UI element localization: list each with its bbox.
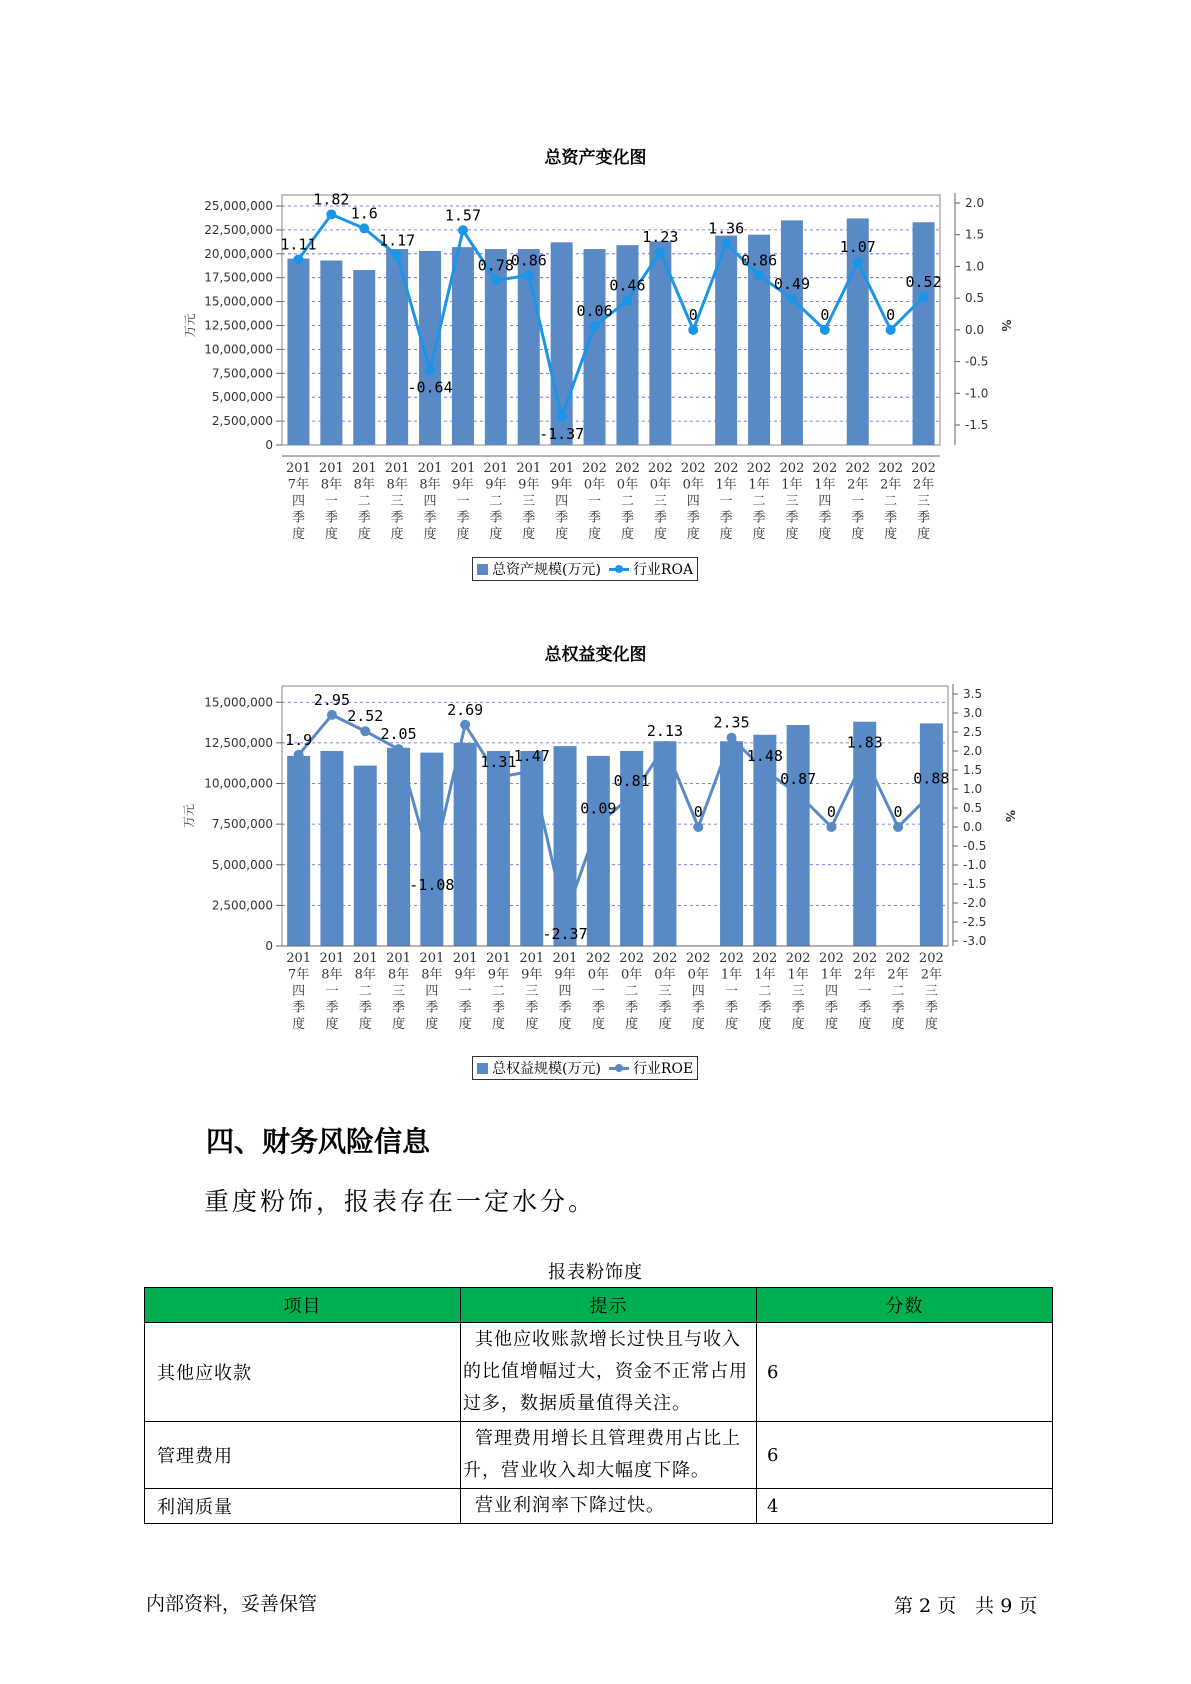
- x-tick-label: 201 8年二季度: [351, 461, 377, 542]
- assets-chart-legend: [472, 557, 698, 581]
- score-cell: 6: [757, 1323, 1053, 1422]
- bar: [354, 766, 377, 946]
- equity-chart-legend: [472, 1056, 698, 1080]
- data-label: 1.36: [708, 219, 745, 238]
- hint-cell: [461, 1489, 757, 1524]
- data-label: 0.78: [477, 256, 514, 275]
- x-tick-label: 201 8年四季度: [417, 461, 443, 542]
- y-tick-label: 7,500,000: [211, 817, 273, 832]
- data-label: 1.9: [285, 730, 313, 749]
- data-label: 2.95: [313, 690, 351, 709]
- line-point: [721, 239, 731, 249]
- footer-confidential: 内部资料，妥善保管: [146, 1593, 318, 1615]
- score-cell: 4: [757, 1489, 1053, 1524]
- y2-tick-label: 0.0: [965, 322, 985, 337]
- bar: [320, 260, 342, 445]
- y2-tick-label: 2.0: [963, 744, 983, 758]
- x-tick-label: 202 2年一季度: [845, 461, 871, 542]
- legend-bar-swatch: [477, 1063, 488, 1074]
- bar: [913, 222, 935, 445]
- line-point: [527, 766, 537, 776]
- y-axis-title: 万元: [183, 313, 197, 338]
- line-point: [787, 294, 797, 304]
- data-label: 2.52: [347, 707, 384, 726]
- data-label: 1.11: [280, 235, 317, 254]
- y-tick-label: 15,000,000: [204, 294, 273, 309]
- line-point: [493, 772, 503, 782]
- data-label: 1.57: [444, 206, 482, 225]
- data-label: -2.37: [542, 925, 588, 944]
- data-label: 1.48: [746, 746, 783, 765]
- data-label: 1.6: [350, 204, 378, 223]
- x-tick-label: 202 1年二季度: [746, 461, 772, 542]
- y-tick-label: 5,000,000: [211, 857, 273, 872]
- line-point: [392, 251, 402, 261]
- line-point: [560, 912, 570, 922]
- y2-tick-label: 2.0: [965, 196, 985, 210]
- line-point: [919, 292, 929, 302]
- data-label: -1.37: [539, 424, 585, 443]
- y-tick-label: 25,000,000: [204, 199, 273, 213]
- data-label: 0.09: [580, 799, 617, 818]
- table-row: [145, 1323, 1053, 1422]
- x-tick-label: 201 8年一季度: [319, 951, 345, 1032]
- hint-line: 营业利润率下降过快。: [475, 1495, 665, 1516]
- line-point: [826, 822, 836, 832]
- column-header-score: 分数: [757, 1288, 1053, 1323]
- data-label: 0: [693, 803, 703, 821]
- y2-tick-label: 3.5: [963, 687, 983, 701]
- data-label: -1.08: [409, 876, 455, 895]
- x-tick-label: 202 0年一季度: [582, 461, 607, 542]
- line-point: [760, 766, 770, 776]
- data-label: 0.52: [905, 272, 942, 291]
- y-tick-label: 5,000,000: [211, 390, 273, 405]
- line-point: [893, 822, 903, 832]
- legend-line-swatch: [609, 1067, 629, 1070]
- line-point: [425, 365, 435, 375]
- x-tick-label: 201 9年一季度: [452, 951, 478, 1032]
- data-label: 1.83: [846, 733, 883, 752]
- x-tick-label: 201 9年四季度: [552, 951, 578, 1032]
- x-tick-label: 202 1年三季度: [785, 951, 811, 1032]
- legend-bar-label: 总资产规模(万元): [492, 562, 601, 578]
- y2-tick-label: -3.0: [963, 934, 987, 948]
- x-tick-label: 201 8年一季度: [318, 461, 344, 542]
- line-point: [727, 733, 737, 743]
- y-tick-label: 17,500,000: [204, 270, 273, 285]
- y-tick-label: 22,500,000: [204, 222, 273, 237]
- item-cell: 管理费用: [145, 1422, 461, 1489]
- bar: [287, 259, 309, 445]
- y-tick-label: 20,000,000: [204, 246, 273, 261]
- legend-bar-label: 总权益规模(万元): [492, 1061, 601, 1077]
- bar: [287, 756, 310, 946]
- data-label: 0.86: [740, 251, 778, 270]
- y-tick-label: 10,000,000: [204, 342, 273, 357]
- y2-tick-label: 2.5: [963, 725, 983, 739]
- x-tick-label: 202 0年一季度: [585, 951, 611, 1032]
- bar: [520, 751, 543, 946]
- x-tick-label: 202 1年四季度: [812, 461, 838, 542]
- y2-tick-label: -1.0: [965, 386, 989, 401]
- data-label: 0.06: [576, 302, 613, 321]
- data-label: 0: [688, 305, 698, 324]
- line-point: [524, 270, 534, 280]
- column-header-item: 项目: [145, 1288, 461, 1323]
- data-label: 0: [893, 803, 903, 821]
- x-tick-label: 201 9年三季度: [516, 461, 542, 542]
- y-tick-label: 10,000,000: [204, 776, 273, 791]
- x-tick-label: 202 0年四季度: [685, 951, 711, 1032]
- hint-line: 过多，数据质量值得关注。: [463, 1393, 691, 1414]
- section-text: 重度粉饰，报表存在一定水分。: [204, 1187, 597, 1216]
- line-point: [886, 325, 896, 335]
- x-tick-label: 201 9年二季度: [483, 461, 509, 542]
- y2-tick-label: 1.0: [965, 259, 985, 274]
- line-point: [557, 412, 567, 422]
- y-tick-label: 2,500,000: [211, 414, 273, 429]
- line-point: [926, 789, 936, 799]
- x-tick-label: 201 9年三季度: [519, 951, 545, 1032]
- x-tick-label: 202 2年三季度: [911, 461, 936, 542]
- line-point: [294, 750, 304, 760]
- line-point: [491, 275, 501, 285]
- line-point: [655, 247, 665, 257]
- y2-tick-label: 1.0: [963, 782, 983, 796]
- x-tick-label: 202 0年三季度: [652, 951, 678, 1032]
- x-tick-label: 202 1年三季度: [779, 461, 805, 542]
- data-label: 0: [820, 305, 830, 324]
- line-point: [593, 819, 603, 829]
- x-tick-label: 202 2年二季度: [878, 461, 904, 542]
- chart-title-equity: 总权益变化图: [544, 645, 647, 665]
- line-point: [627, 791, 637, 801]
- data-label: 1.17: [379, 231, 416, 250]
- x-tick-label: 202 1年一季度: [713, 461, 739, 542]
- y-tick-label: 15,000,000: [204, 695, 273, 710]
- hint-cell: [461, 1422, 757, 1489]
- footer-page-number: 第 2 页 共 9 页: [894, 1595, 1038, 1617]
- item-cell: 其他应收款: [145, 1323, 461, 1422]
- x-tick-label: 202 0年三季度: [647, 461, 673, 542]
- line-point: [293, 254, 303, 264]
- hint-line: 管理费用增长且管理费用占比上: [475, 1428, 741, 1449]
- x-tick-label: 201 9年一季度: [450, 461, 476, 542]
- bar: [920, 723, 943, 946]
- x-tick-label: 201 9年二季度: [486, 951, 511, 1032]
- data-label: 0.86: [510, 251, 547, 270]
- data-label: 0: [826, 803, 836, 821]
- data-label: 1.47: [513, 747, 550, 766]
- line-point: [793, 789, 803, 799]
- x-tick-label: 202 1年四季度: [819, 951, 844, 1032]
- line-point: [327, 710, 337, 720]
- hint-line: 升，营业收入却大幅度下降。: [463, 1460, 710, 1481]
- y2-tick-label: -1.0: [963, 858, 987, 872]
- risk-table: [144, 1287, 1053, 1524]
- y2-tick-label: -1.5: [963, 877, 987, 891]
- line-point: [427, 863, 437, 873]
- y-tick-label: 12,500,000: [204, 318, 273, 333]
- y2-tick-label: 0.0: [963, 820, 983, 834]
- bar: [787, 725, 810, 946]
- line-point: [820, 325, 830, 335]
- x-tick-label: 202 0年四季度: [680, 461, 706, 542]
- legend-bar-swatch: [477, 564, 488, 575]
- x-tick-label: 202 2年二季度: [885, 951, 911, 1032]
- data-label: 1.82: [313, 190, 350, 209]
- data-label: 1.31: [480, 753, 517, 772]
- data-label: 0.81: [613, 772, 650, 791]
- y-tick-label: 2,500,000: [211, 898, 273, 913]
- table-row: [145, 1422, 1053, 1489]
- x-tick-label: 201 8年四季度: [419, 951, 445, 1032]
- x-tick-label: 202 0年二季度: [615, 461, 640, 542]
- legend-line-label: 行业ROE: [632, 1061, 694, 1077]
- line-point: [754, 270, 764, 280]
- bar: [720, 741, 743, 946]
- line-point: [590, 321, 600, 331]
- y2-axis-title: %: [999, 319, 1013, 332]
- line-point: [688, 325, 698, 335]
- line-point: [458, 225, 468, 235]
- line-point: [860, 752, 870, 762]
- line-point: [460, 720, 470, 730]
- line-point: [326, 209, 336, 219]
- x-tick-label: 202 2年三季度: [918, 951, 944, 1032]
- x-tick-label: 202 1年二季度: [752, 951, 778, 1032]
- x-tick-label: 201 9年四季度: [549, 461, 575, 542]
- legend-line-label: 行业ROA: [632, 562, 694, 578]
- chart-title-assets: 总资产变化图: [544, 148, 647, 168]
- bar: [320, 751, 343, 946]
- table-row: [145, 1489, 1053, 1524]
- table-caption: 报表粉饰度: [548, 1262, 643, 1283]
- score-cell: 6: [757, 1422, 1053, 1489]
- y-tick-label: 0: [265, 438, 273, 452]
- y2-tick-label: 0.5: [965, 291, 985, 306]
- data-label: 1.23: [642, 227, 679, 246]
- data-label: 0.87: [780, 769, 817, 788]
- table-header-row: [145, 1288, 1053, 1323]
- bar: [420, 753, 443, 946]
- hint-cell: [461, 1323, 757, 1422]
- y2-tick-label: 1.5: [963, 763, 983, 777]
- line-point: [660, 741, 670, 751]
- line-point: [622, 296, 632, 306]
- x-tick-label: 201 7年四季度: [286, 461, 311, 542]
- y2-tick-label: 3.0: [963, 706, 983, 720]
- x-tick-label: 201 8年二季度: [352, 951, 378, 1032]
- y-tick-label: 0: [265, 939, 273, 953]
- data-label: 2.69: [447, 700, 484, 719]
- y2-tick-label: 1.5: [965, 227, 985, 242]
- section-heading: 四、财务风险信息: [206, 1125, 431, 1158]
- y-tick-label: 12,500,000: [204, 735, 273, 750]
- data-label: 0.46: [609, 276, 646, 295]
- bar: [781, 220, 803, 445]
- bar: [452, 247, 474, 445]
- hint-line: 其他应收账款增长过快且与收入: [475, 1329, 741, 1350]
- line-point: [359, 223, 369, 233]
- bar: [616, 245, 638, 445]
- y2-tick-label: -0.5: [965, 354, 989, 369]
- y2-tick-label: -2.5: [963, 915, 987, 929]
- x-tick-label: 202 1年一季度: [719, 951, 744, 1032]
- bar: [454, 743, 477, 946]
- equity-chart: [0, 678, 1191, 1098]
- x-tick-label: 201 8年三季度: [384, 461, 410, 542]
- hint-line: 的比值增幅过大，资金不正常占用: [463, 1361, 748, 1382]
- x-tick-label: 202 0年二季度: [619, 951, 645, 1032]
- data-label: 0: [886, 305, 896, 324]
- data-label: 1.07: [839, 237, 876, 256]
- line-point: [360, 726, 370, 736]
- y-tick-label: 7,500,000: [211, 366, 273, 381]
- legend-line-swatch: [609, 568, 629, 571]
- data-label: -0.64: [407, 378, 453, 397]
- data-label: 2.05: [380, 725, 417, 744]
- line-point: [693, 822, 703, 832]
- bar: [653, 741, 676, 946]
- data-label: 0.49: [773, 274, 811, 293]
- y2-tick-label: -2.0: [963, 896, 987, 910]
- column-header-hint: 提示: [461, 1288, 757, 1323]
- data-label: 2.13: [646, 722, 684, 741]
- y2-tick-label: -0.5: [963, 839, 987, 853]
- x-tick-label: 201 8年三季度: [386, 951, 411, 1032]
- bar: [587, 756, 610, 946]
- data-label: 0.88: [913, 769, 950, 788]
- line-point: [853, 257, 863, 267]
- x-tick-label: 202 2年一季度: [852, 951, 878, 1032]
- line-point: [394, 744, 404, 754]
- x-tick-label: 201 7年四季度: [286, 951, 312, 1032]
- assets-chart: [0, 180, 1191, 600]
- y2-tick-label: -1.5: [965, 418, 989, 432]
- bar: [353, 270, 375, 445]
- data-label: 2.35: [713, 713, 750, 732]
- item-cell: 利润质量: [145, 1489, 461, 1524]
- y2-tick-label: 0.5: [963, 801, 983, 815]
- y2-axis-title: %: [1003, 809, 1017, 823]
- y-axis-title: 万元: [182, 803, 196, 829]
